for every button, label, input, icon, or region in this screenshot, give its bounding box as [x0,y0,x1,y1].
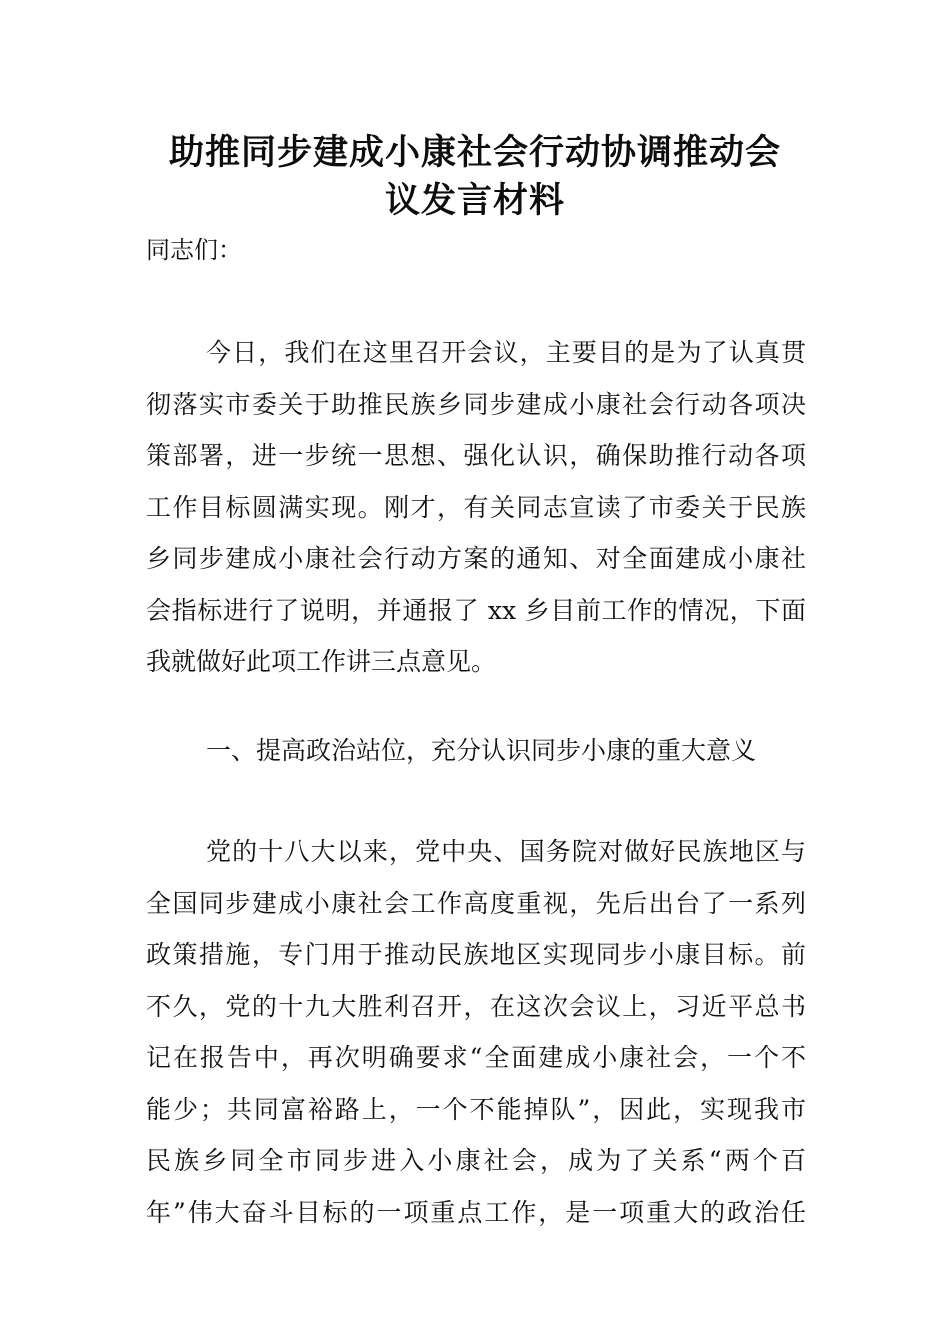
paragraph-2-line: 党的十八大以来，党中央、国务院对做好民族地区与 [206,837,806,866]
paragraph-2-line: 政策措施，专门用于推动民族地区实现同步小康目标。前 [146,940,806,969]
paragraph-2-line: 年”伟大奋斗目标的一项重点工作，是一项重大的政治任 [146,1197,806,1227]
paragraph-1-line: 彻落实市委关于助推民族乡同步建成小康社会行动各项决 [146,389,806,419]
section-heading: 一、提高政治站位，充分认识同步小康的重大意义 [206,736,757,765]
paragraph-2-line: 记在报告中，再次明确要求“全面建成小康社会，一个不 [146,1043,806,1072]
paragraph-1-line: 工作目标圆满实现。刚才，有关同志宣读了市委关于民族 [146,492,806,522]
paragraph-1-line: 乡同步建成小康社会行动方案的通知、对全面建成小康社 [146,544,806,573]
document-title-line-1: 助推同步建成小康社会行动协调推动会 [168,133,781,173]
document-title-line-2: 议发言材料 [384,181,565,221]
paragraph-1-line: 策部署，进一步统一思想、强化认识，确保助推行动各项 [146,441,806,470]
paragraph-2-line: 能少；共同富裕路上，一个不能掉队”，因此，实现我市 [146,1094,806,1124]
paragraph-2-line: 民族乡同全市同步进入小康社会，成为了关系“两个百 [146,1146,806,1175]
paragraph-1-line: 会指标进行了说明，并通报了 xx 乡目前工作的情况，下面 [146,595,806,625]
paragraph-1-line: 我就做好此项工作讲三点意见。 [146,647,497,676]
paragraph-1-line: 今日，我们在这里召开会议，主要目的是为了认真贯 [206,338,806,367]
paragraph-2 [146,826,806,1238]
salutation: 同志们： [146,236,242,264]
paragraph-2-line: 不久，党的十九大胜利召开，在这次会议上，习近平总书 [146,991,806,1021]
paragraph-2-line: 全国同步建成小康社会工作高度重视，先后出台了一系列 [146,888,806,918]
paragraph-1 [146,327,806,688]
